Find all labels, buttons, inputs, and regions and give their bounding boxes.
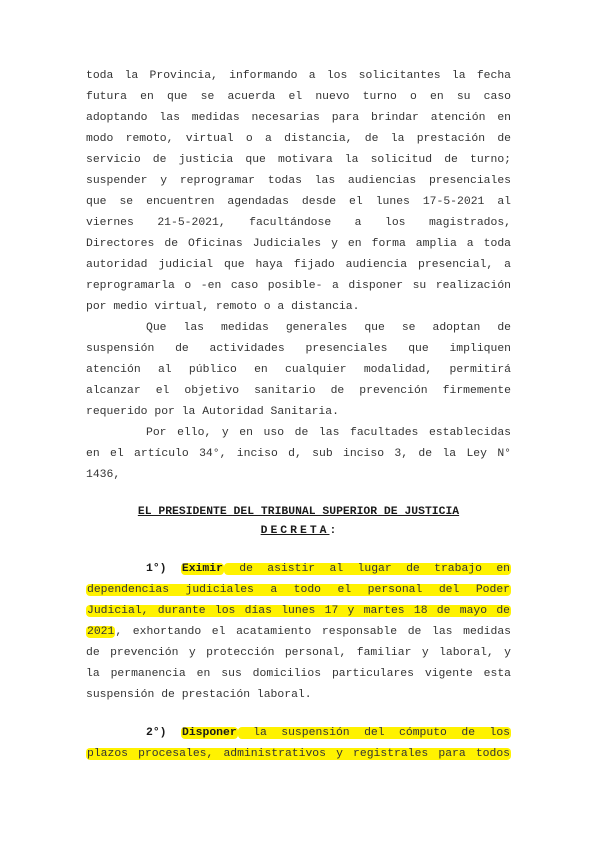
highlighted-text: la suspensión del cómputo de los	[238, 727, 510, 739]
article-1-line: de prevención y protección personal, familiar y laboral, y	[86, 647, 511, 659]
paragraph-line: reprogramarla o -en caso posible- a disponer su realización	[86, 280, 511, 292]
article-1-line	[86, 582, 511, 598]
paragraph-line: en el artículo 34°, inciso d, sub inciso 3, de la Ley N°	[86, 448, 511, 460]
paragraph-line: adoptando las medidas necesarias para brindar atención en	[86, 112, 511, 124]
paragraph-line: Por ello, y en uso de las facultades establecidas	[146, 427, 511, 439]
decree-heading: EL PRESIDENTE DEL TRIBUNAL SUPERIOR DE JUSTICIA	[137, 506, 460, 518]
article-verb-highlight: Eximir	[181, 563, 223, 575]
paragraph-line: alcanzar el objetivo sanitario de prevención firmemente	[86, 385, 511, 397]
paragraph-line: autoridad judicial que haya fijado audiencia presencial, a	[86, 259, 511, 271]
paragraph-line: futura en que se acuerda el nuevo turno o en su caso	[86, 91, 511, 103]
paragraph-line: requerido por la Autoridad Sanitaria.	[86, 406, 339, 418]
paragraph-line: Que las medidas generales que se adoptan de	[146, 322, 511, 334]
paragraph-line: 1436,	[86, 469, 121, 481]
highlighted-text: de asistir al lugar de trabajo en	[224, 563, 510, 575]
article-verb-highlight: Disponer	[181, 727, 237, 739]
paragraph-line: modo remoto, virtual o a distancia, de la prestación de	[86, 133, 511, 145]
paragraph-line: servicio de justicia que motivara la solicitud de turno;	[86, 154, 511, 166]
paragraph-line: Directores de Oficinas Judiciales y en forma amplia a toda	[86, 238, 511, 250]
paragraph-line: toda la Provincia, informando a los solicitantes la fecha	[86, 70, 511, 82]
article-text: , exhortando el acatamiento responsable de las medidas	[115, 626, 511, 638]
paragraph-line: suspender y reprogramar todas las audiencias presenciales	[86, 175, 511, 187]
highlighted-text: dependencias judiciales a todo el personal del Poder	[87, 584, 510, 596]
article-number: 2°)	[146, 727, 167, 739]
article-2-line	[86, 746, 511, 762]
article-1-line	[146, 561, 511, 577]
article-2-line	[146, 725, 511, 741]
highlighted-text: 2021	[87, 626, 115, 638]
article-1-line: suspensión de prestación laboral.	[86, 689, 312, 701]
paragraph-line: atención al público en cualquier modalidad, permitirá	[86, 364, 511, 376]
article-number: 1°)	[146, 563, 167, 575]
decree-colon: :	[329, 525, 337, 537]
decree-subheading	[86, 523, 511, 539]
paragraph-line: por medio virtual, remoto o a distancia.	[86, 301, 360, 313]
highlighted-text: Judicial, durante los días lunes 17 y martes 18 de mayo de	[87, 605, 510, 617]
highlighted-text: plazos procesales, administrativos y registrales para todos	[87, 748, 510, 760]
article-1-line: la permanencia en sus domicilios particulares vigente esta	[86, 668, 511, 680]
paragraph-line: suspensión de actividades presenciales que impliquen	[86, 343, 511, 355]
article-1-line	[86, 624, 511, 640]
decree-word: DECRETA	[260, 525, 330, 537]
paragraph-line: viernes 21-5-2021, facultándose a los magistrados,	[86, 217, 511, 229]
article-1-line	[86, 603, 511, 619]
paragraph-line: que se encuentren agendadas desde el lunes 17-5-2021 al	[86, 196, 511, 208]
